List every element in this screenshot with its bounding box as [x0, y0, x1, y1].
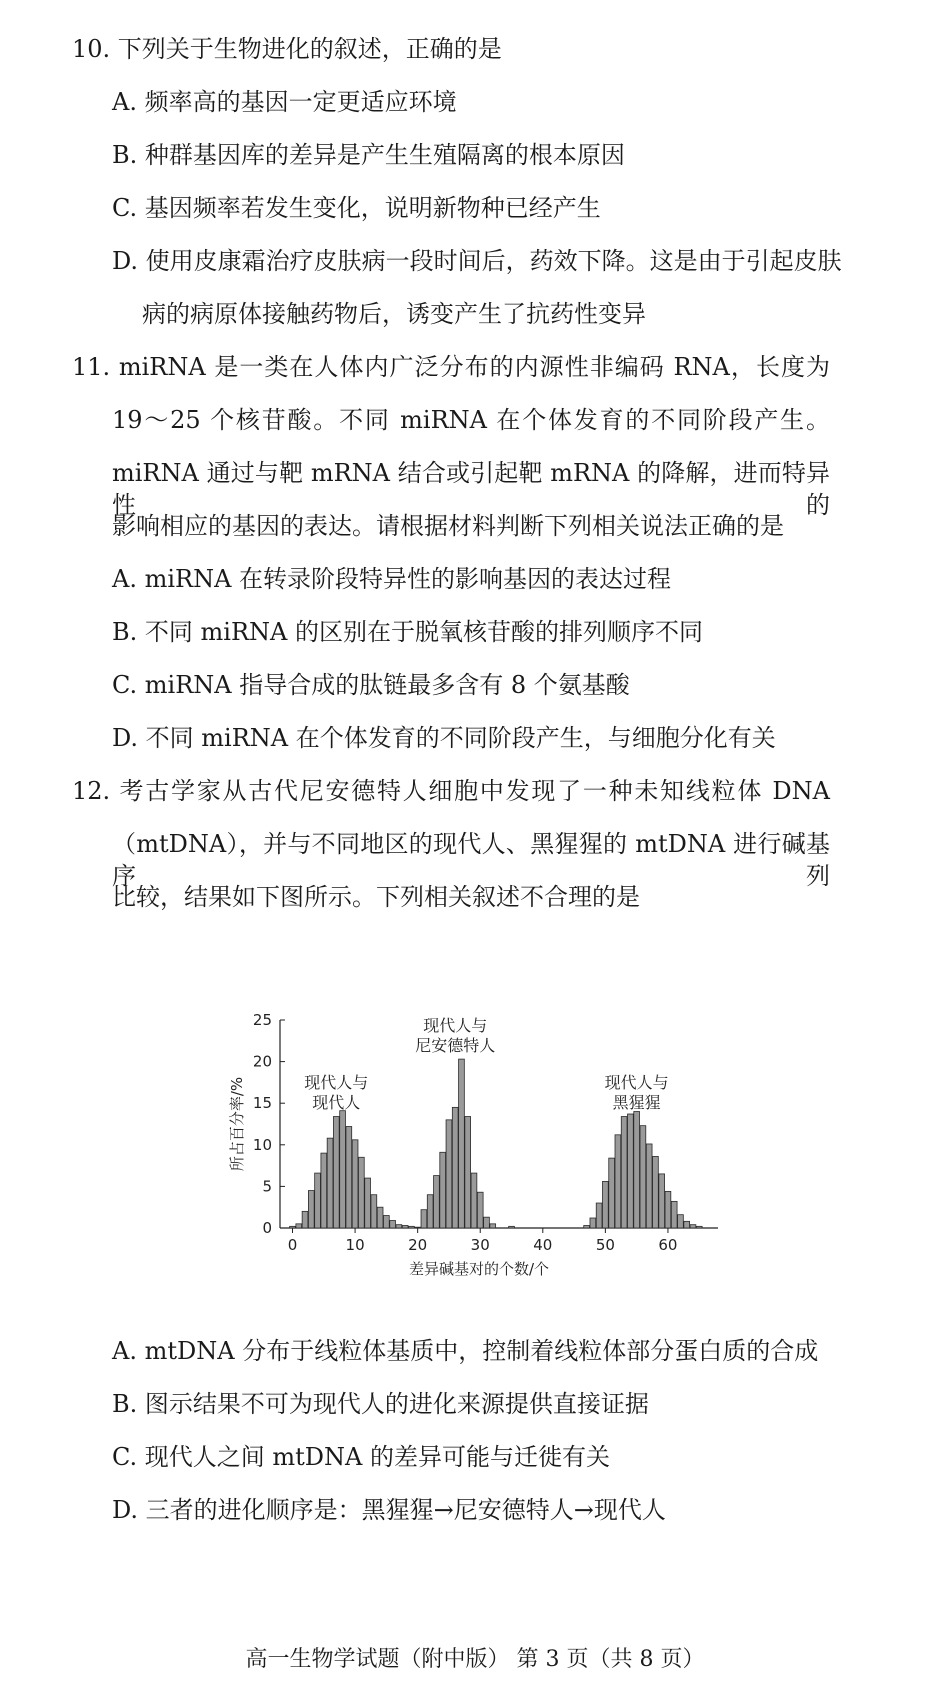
histogram-bar	[315, 1173, 321, 1228]
y-tick-label: 20	[252, 1052, 272, 1071]
x-tick-label: 40	[533, 1236, 553, 1254]
histogram-bar	[602, 1181, 608, 1228]
histogram-bar	[402, 1226, 408, 1228]
histogram-bar	[696, 1226, 702, 1228]
q11-option-d: D. 不同 miRNA 在个体发育的不同阶段产生，与细胞分化有关	[112, 724, 776, 752]
histogram-bar	[415, 1227, 421, 1228]
histogram-bar	[358, 1157, 364, 1228]
y-tick-label: 15	[252, 1094, 272, 1113]
histogram-bar	[640, 1126, 646, 1228]
page-footer: 高一生物学试题（附中版） 第 3 页（共 8 页）	[245, 1647, 705, 1672]
histogram-bar	[659, 1174, 665, 1228]
q11-stem-line-1: 11. miRNA 是一类在人体内广泛分布的内源性非编码 RNA，长度为	[72, 353, 830, 381]
histogram-bar	[346, 1126, 352, 1228]
histogram-bar	[327, 1138, 333, 1228]
histogram-bar	[509, 1226, 515, 1228]
q12-option-d: D. 三者的进化顺序是：黑猩猩→尼安德特人→现代人	[112, 1496, 666, 1524]
q12-stem-line-2: （mtDNA），并与不同地区的现代人、黑猩猩的 mtDNA 进行碱基序列	[112, 830, 830, 890]
histogram-bar	[371, 1195, 377, 1228]
histogram-bar	[653, 1156, 659, 1228]
q12-option-b: B. 图示结果不可为现代人的进化来源提供直接证据	[112, 1390, 649, 1418]
histogram-bar	[434, 1176, 440, 1228]
histogram-bar	[409, 1226, 415, 1228]
series-annotation-label: 现代人	[312, 1093, 361, 1113]
x-tick-label: 50	[595, 1236, 615, 1254]
q11-stem-line-4: 影响相应的基因的表达。请根据材料判断下列相关说法正确的是	[112, 512, 784, 540]
y-axis-label: 所占百分率/%	[228, 1076, 246, 1172]
series-annotation-label: 现代人与	[423, 1015, 488, 1035]
q10-option-c: C. 基因频率若发生变化，说明新物种已经产生	[112, 194, 601, 222]
histogram-bar	[628, 1114, 634, 1228]
histogram-bar	[383, 1216, 389, 1228]
histogram-bar	[590, 1218, 596, 1228]
histogram-bar	[690, 1225, 696, 1228]
histogram-bar	[634, 1112, 640, 1228]
q12-stem-line-3: 比较，结果如下图所示。下列相关叙述不合理的是	[112, 883, 640, 911]
histogram-bar	[678, 1215, 684, 1228]
x-tick-label: 0	[287, 1236, 298, 1254]
histogram-bar	[352, 1140, 358, 1228]
q12-stem-line-1: 12. 考古学家从古代尼安德特人细胞中发现了一种未知线粒体 DNA	[72, 777, 830, 805]
histogram-bar	[440, 1152, 446, 1228]
histogram-bar	[452, 1107, 458, 1228]
series-annotation-label: 尼安德特人	[415, 1035, 496, 1055]
histogram-bar	[340, 1111, 346, 1228]
histogram-bar	[596, 1203, 602, 1228]
q12-option-c: C. 现代人之间 mtDNA 的差异可能与迁徙有关	[112, 1443, 610, 1471]
histogram-bar	[646, 1144, 652, 1228]
histogram-bar	[290, 1226, 296, 1228]
histogram-bar	[396, 1225, 402, 1228]
histogram-bar	[427, 1195, 433, 1228]
q11-option-a: A. miRNA 在转录阶段特异性的影响基因的表达过程	[112, 565, 672, 593]
histogram-bar	[584, 1226, 590, 1228]
histogram-bar	[333, 1117, 339, 1228]
histogram-bar	[302, 1211, 308, 1228]
histogram-bar	[365, 1178, 371, 1228]
series-annotation-label: 黑猩猩	[612, 1093, 661, 1113]
histogram-bar	[665, 1191, 671, 1228]
histogram-chart	[218, 1000, 738, 1300]
histogram-bar	[446, 1120, 452, 1228]
histogram-bar	[621, 1117, 627, 1228]
x-tick-label: 60	[658, 1236, 678, 1254]
series-annotation-label: 现代人与	[304, 1073, 369, 1093]
histogram-bar	[609, 1158, 615, 1228]
q10-option-a: A. 频率高的基因一定更适应环境	[112, 88, 457, 116]
q10-stem: 10. 下列关于生物进化的叙述，正确的是	[72, 35, 502, 63]
x-tick-label: 30	[470, 1236, 490, 1254]
histogram-bar	[477, 1192, 483, 1228]
x-tick-label: 20	[408, 1236, 428, 1254]
histogram-bar	[484, 1217, 490, 1228]
histogram-bar	[421, 1210, 427, 1228]
q10-option-d-continuation: 病的病原体接触药物后，诱变产生了抗药性变异	[142, 300, 646, 328]
y-tick-label: 10	[252, 1135, 272, 1154]
q11-stem-line-2: 19～25 个核苷酸。不同 miRNA 在个体发育的不同阶段产生。	[112, 406, 830, 434]
histogram-bar	[671, 1201, 677, 1228]
histogram-bar	[308, 1191, 314, 1228]
y-tick-label: 25	[252, 1011, 272, 1029]
histogram-bar	[684, 1221, 690, 1228]
histogram-bar	[471, 1173, 477, 1228]
q11-option-c: C. miRNA 指导合成的肽链最多含有 8 个氨基酸	[112, 671, 630, 699]
histogram-bar	[296, 1224, 302, 1228]
histogram-bar	[465, 1117, 471, 1228]
histogram-bar	[490, 1224, 496, 1228]
histogram-bar	[390, 1221, 396, 1228]
histogram-bar	[321, 1153, 327, 1228]
x-tick-label: 10	[345, 1236, 365, 1254]
x-axis-label: 差异碱基对的个数/个	[408, 1260, 550, 1278]
y-tick-label: 5	[262, 1177, 272, 1196]
y-tick-label: 0	[262, 1219, 272, 1237]
histogram-bar	[615, 1135, 621, 1228]
q11-option-b: B. 不同 miRNA 的区别在于脱氧核苷酸的排列顺序不同	[112, 618, 703, 646]
q12-option-a: A. mtDNA 分布于线粒体基质中，控制着线粒体部分蛋白质的合成	[112, 1337, 819, 1365]
q10-option-b: B. 种群基因库的差异是产生生殖隔离的根本原因	[112, 141, 625, 169]
series-annotation-label: 现代人与	[604, 1073, 669, 1093]
q11-stem-line-3: miRNA 通过与靶 mRNA 结合或引起靶 mRNA 的降解，进而特异性的	[112, 459, 830, 519]
histogram-bar	[459, 1059, 465, 1228]
q10-option-d: D. 使用皮康霜治疗皮肤病一段时间后，药效下降。这是由于引起皮肤	[112, 247, 842, 275]
histogram-bar	[377, 1207, 383, 1228]
